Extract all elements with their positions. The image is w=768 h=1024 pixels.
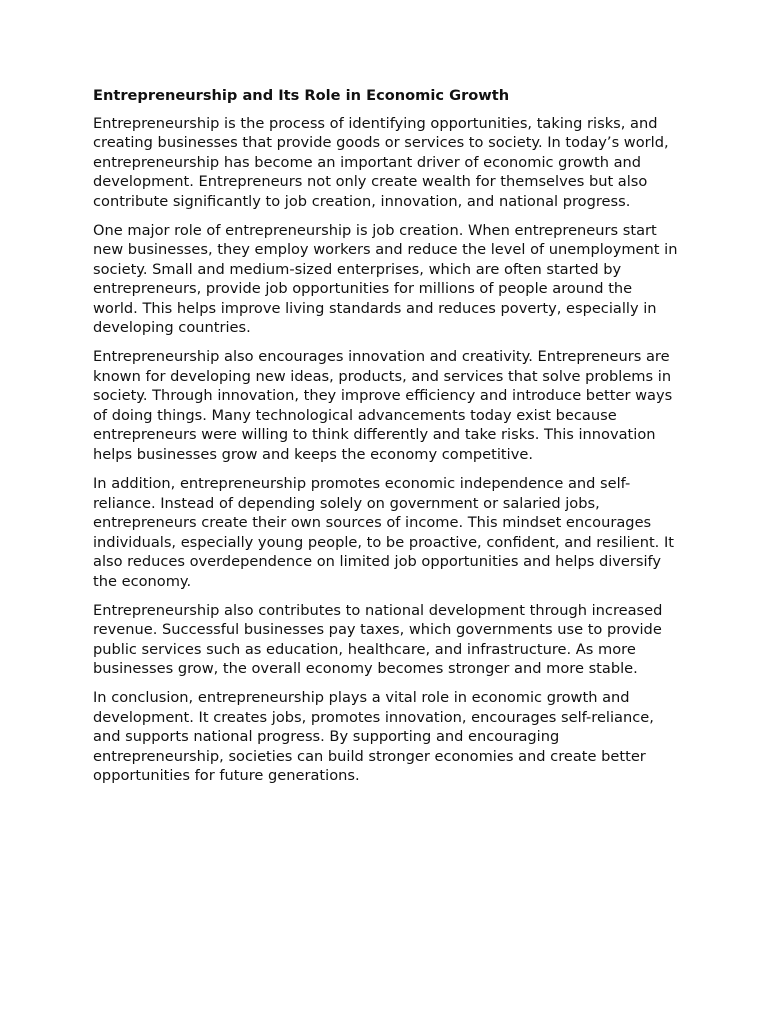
- paragraph-intro: Entrepreneurship is the process of identifying opportunities, taking risks, and creating businesses that provide goods or services to society. In today’s world, entrepreneurship has become an important driver of economic growth and development. Entrepreneurs not only create wealth for themselves but also contribute significantly to job creation, innovation, and national progress.: [93, 114, 669, 210]
- paragraph-conclusion: In conclusion, entrepreneurship plays a vital role in economic growth and development. It creates jobs, promotes innovation, encourages self-reliance, and supports national progress. By supporting and encouraging entrepreneurship, societies can build stronger economies and create better opportunities for future generations.: [93, 689, 654, 785]
- paragraph-national-development: Entrepreneurship also contributes to national development through increased revenue. Successful businesses pay taxes, which governments use to provide public services such as education, healthcare, and infrastructure. As more businesses grow, the overall economy becomes stronger and more stable.: [93, 601, 663, 678]
- paragraph-self-reliance: In addition, entrepreneurship promotes economic independence and self-reliance. Instead of depending solely on government or salaried jobs, entrepreneurs create their own sources of income. This mindset encourages individuals, especially young people, to be proactive, confident, and resilient. It also reduces overdependence on limited job opportunities and helps diversify the economy.: [93, 475, 674, 590]
- document-title: Entrepreneurship and Its Role in Economic Growth: [93, 87, 510, 104]
- paragraph-innovation: Entrepreneurship also encourages innovation and creativity. Entrepreneurs are known for developing new ideas, products, and services that solve problems in society. Through innovation, they improve efficiency and introduce better ways of doing things. Many technological advancements today exist because entrepreneurs were willing to think differently and take risks. This innovation helps businesses grow and keeps the economy competitive.: [93, 348, 673, 463]
- document-page: [93, 86, 681, 796]
- paragraph-job-creation: One major role of entrepreneurship is job creation. When entrepreneurs start new businesses, they employ workers and reduce the level of unemployment in society. Small and medium-sized enterprises, which are often started by entrepreneurs, provide job opportunities for millions of people around the world. This helps improve living standards and reduces poverty, especially in developing countries.: [93, 221, 678, 337]
